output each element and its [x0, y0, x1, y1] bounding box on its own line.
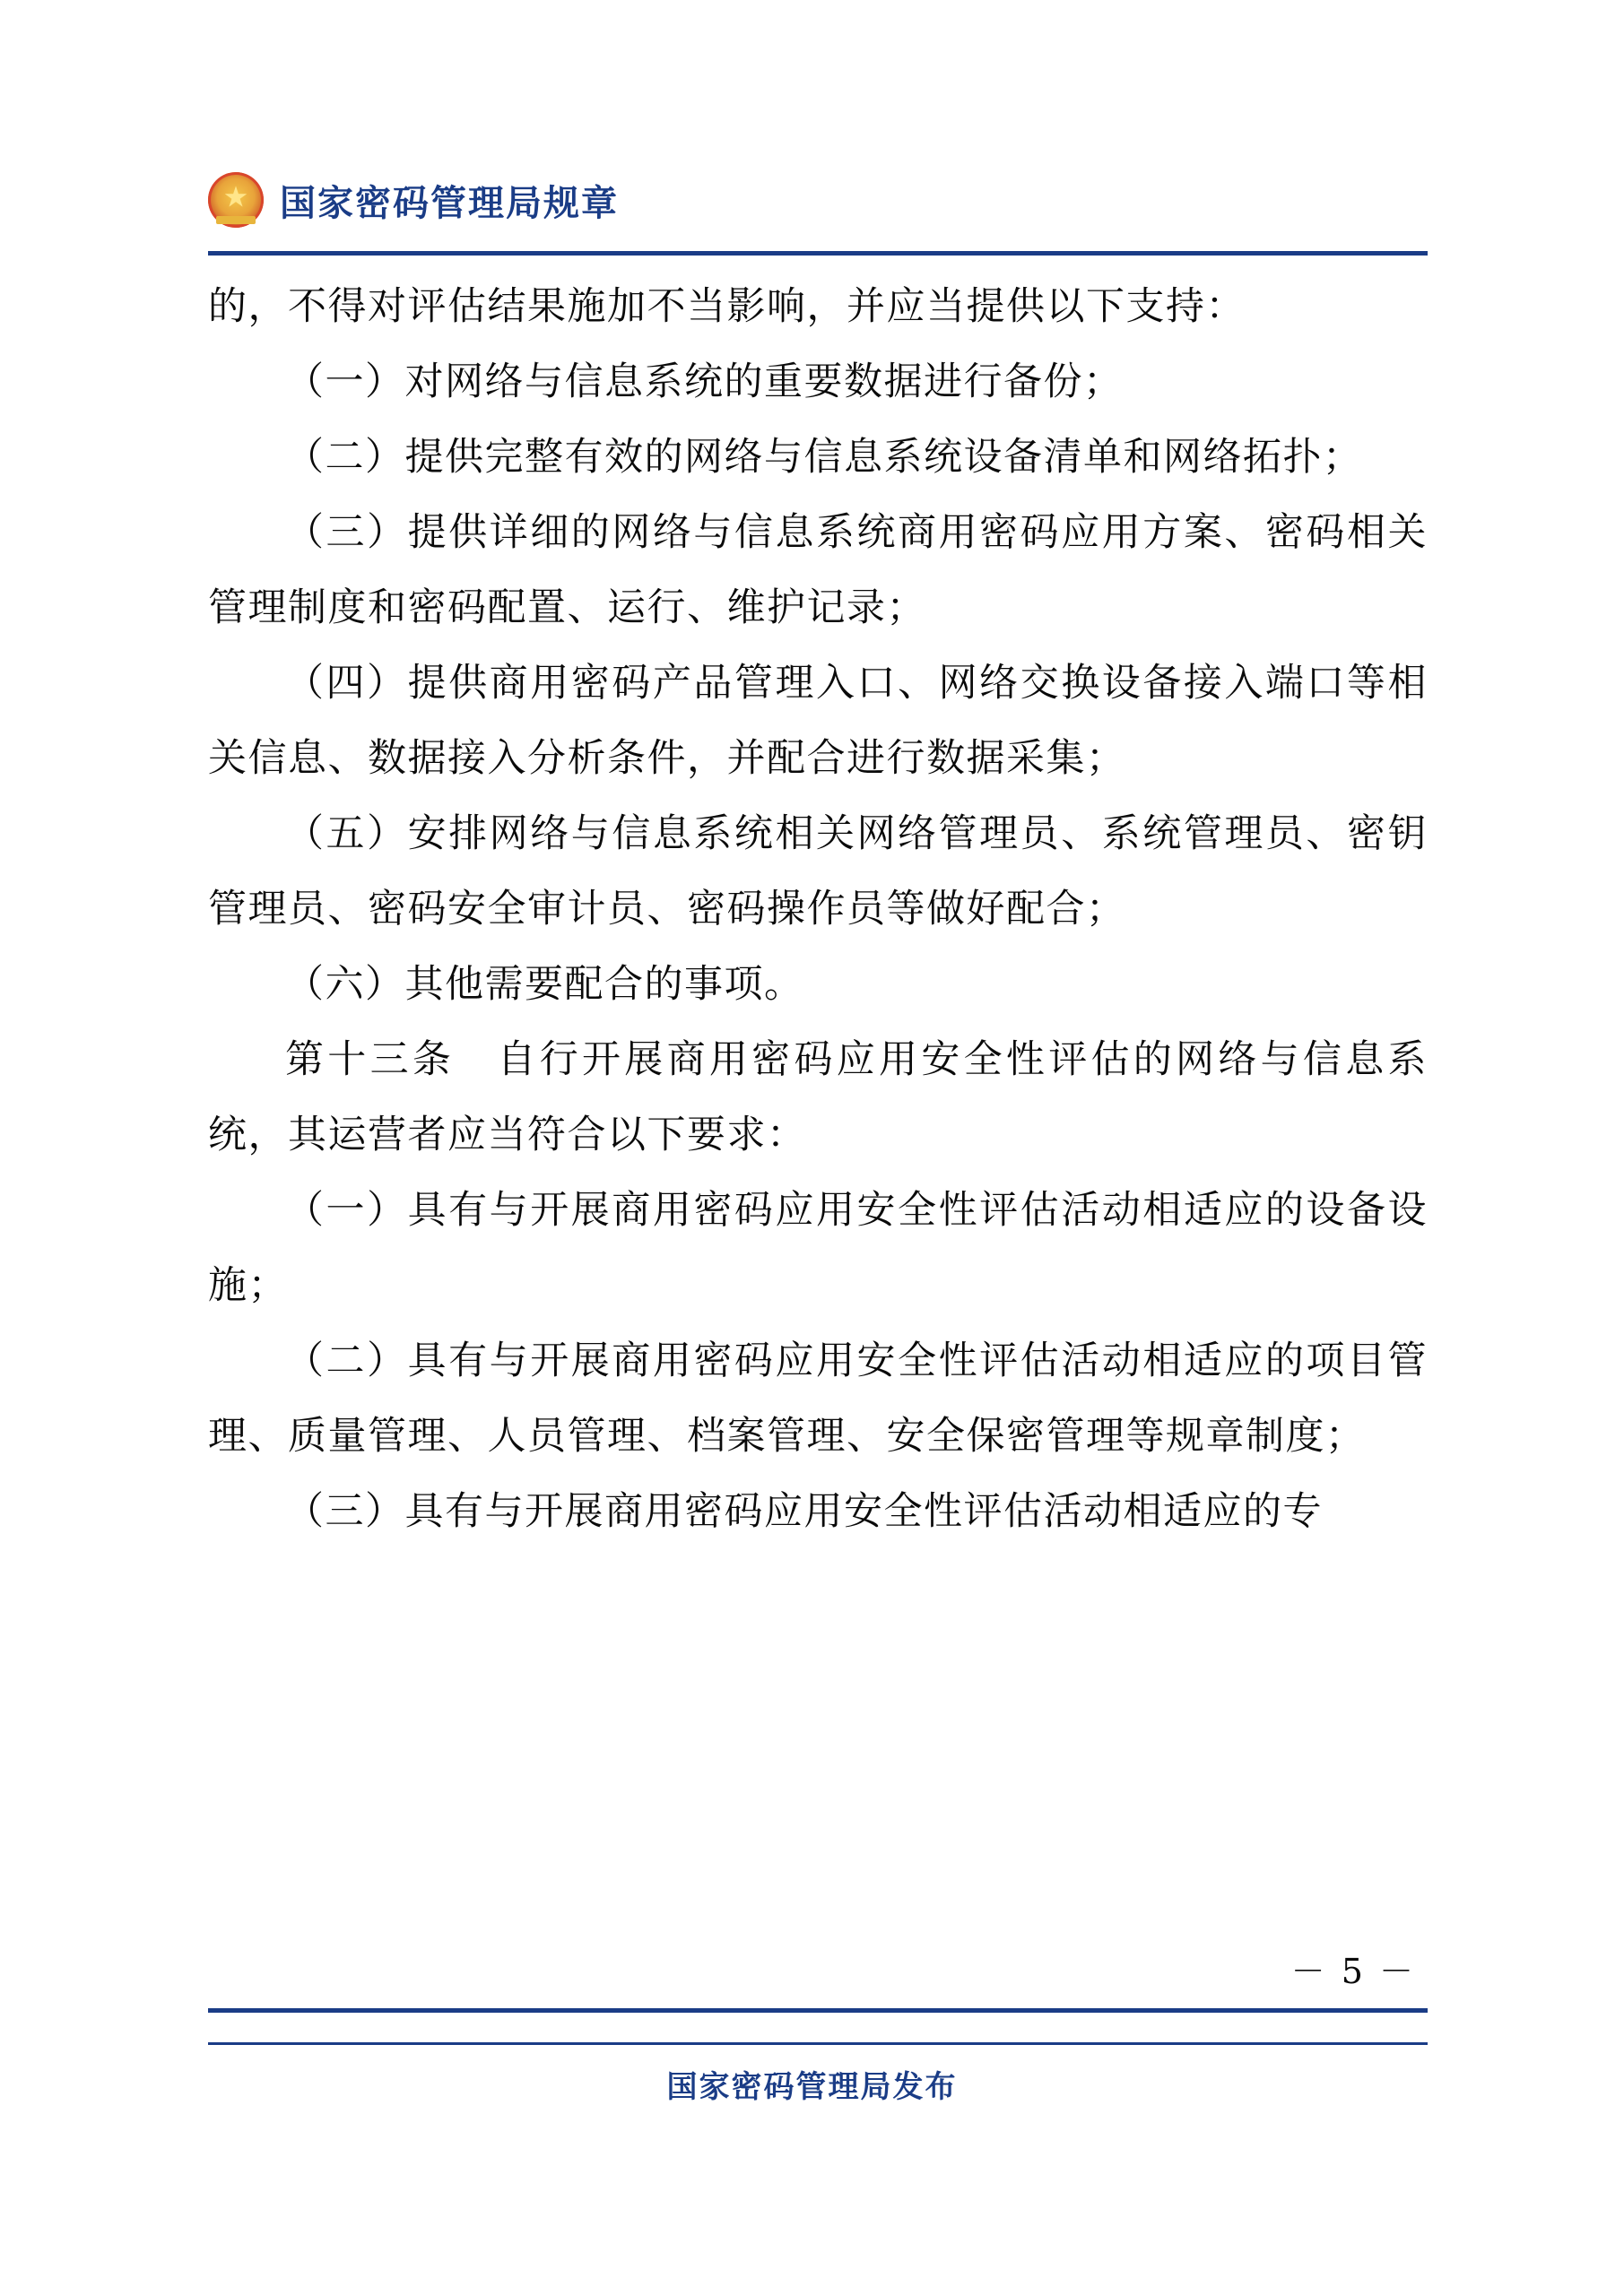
- paragraph: （二）提供完整有效的网络与信息系统设备清单和网络拓扑；: [285, 435, 1363, 480]
- publisher-label: 国家密码管理局发布: [666, 2069, 958, 2105]
- paragraph: （一）对网络与信息系统的重要数据进行备份；: [285, 360, 1124, 404]
- page-header: [208, 160, 1428, 240]
- emblem-base: [216, 216, 256, 224]
- article-paragraph: 第十三条 自行开展商用密码应用安全性评估的网络与信息系统，其运营者应当符合以下要求：: [208, 1037, 1428, 1157]
- page-number: － 5 －: [1290, 1952, 1416, 1991]
- national-emblem-icon: [208, 172, 264, 228]
- paragraph: （二）具有与开展商用密码应用安全性评估活动相适应的项目管理、质量管理、人员管理、档案管理、安全保密管理等规章制度；: [208, 1339, 1428, 1459]
- paragraph: （四）提供商用密码产品管理入口、网络交换设备接入端口等相关信息、数据接入分析条件，并配合进行数据采集；: [208, 661, 1428, 781]
- paragraph: （三）具有与开展商用密码应用安全性评估活动相适应的专: [285, 1489, 1323, 1534]
- footer-divider-top: [208, 2008, 1428, 2013]
- paragraph: （三）提供详细的网络与信息系统商用密码应用方案、密码相关管理制度和密码配置、运行、维护记录；: [208, 510, 1428, 630]
- paragraph: （一）具有与开展商用密码应用安全性评估活动相适应的设备设施；: [208, 1188, 1428, 1308]
- header-divider: [208, 251, 1428, 256]
- page-title: 国家密码管理局规章: [280, 182, 619, 224]
- emblem-star: ★: [223, 184, 248, 212]
- paragraph: 的，不得对评估结果施加不当影响，并应当提供以下支持：: [208, 284, 1246, 329]
- footer-divider-bottom: [208, 2042, 1428, 2045]
- paragraph: （六）其他需要配合的事项。: [285, 962, 804, 1007]
- paragraph: （五）安排网络与信息系统相关网络管理员、系统管理员、密钥管理员、密码安全审计员、密码操作员等做好配合；: [208, 811, 1428, 931]
- document-body: [208, 269, 1428, 1549]
